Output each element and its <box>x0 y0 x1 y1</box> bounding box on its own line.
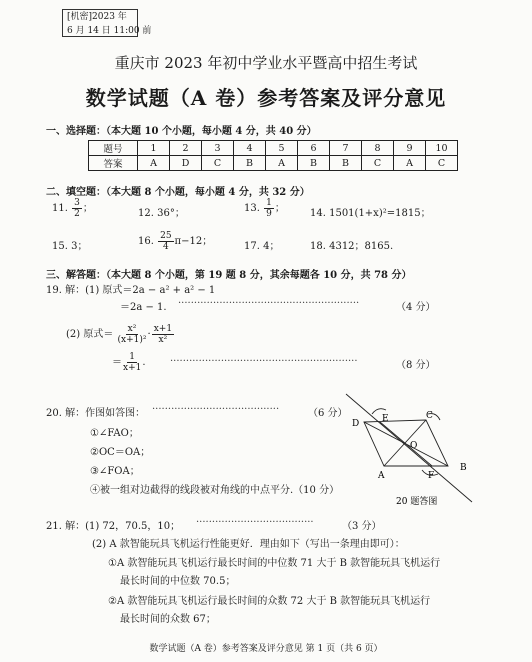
answer-q16: 16. $\frac{25}{4}$ π−12； <box>138 231 213 252</box>
section2-heading: 二、填空题：（本大题 8 个小题，每小题 4 分，共 32 分） <box>46 187 310 198</box>
q20-figure <box>342 392 478 512</box>
table-cell: B <box>330 156 362 171</box>
page-title: 数学试题（A 卷）参考答案及评分意见 <box>85 86 447 110</box>
answer-table <box>88 140 458 171</box>
table-header-label: 题号 <box>89 141 138 156</box>
table-cell: A <box>266 156 298 171</box>
q19-result1: ＝2a − 1. <box>120 302 167 313</box>
table-cell: D <box>170 156 202 171</box>
table-cell: A <box>138 156 170 171</box>
figure-caption: 20 题答图 <box>396 497 438 507</box>
stamp-line2: 6 月 14 日 11:00 前 <box>67 26 152 36</box>
table-cell: 10 <box>426 141 458 156</box>
q20-heading: 20. 解：作图如答图： <box>46 408 146 419</box>
q19-score1: （4 分） <box>396 302 436 313</box>
fraction: $\frac{\text{x²}}{\text{(x+1)²}}$ <box>117 324 147 345</box>
answer-q15: 15. 3； <box>52 241 88 252</box>
q21-reason1-line2: 最长时间的中位数 70.5； <box>120 576 236 587</box>
confidential-stamp <box>62 9 152 37</box>
table-cell: C <box>202 156 234 171</box>
table-cell: C <box>362 156 394 171</box>
answer-q18: 18. 4312；8165. <box>310 241 394 252</box>
q19-part1: 19. 解：(1) 原式＝2a − a² + a² − 1 <box>46 285 216 296</box>
q21-reason2-line1: ②A 款智能玩具飞机运行最长时间的众数 72 大于 B 款智能玩具飞机运行 <box>108 596 431 607</box>
answer-q13: 13. $\frac{1}{9}$ ； <box>244 198 285 219</box>
table-cell: 1 <box>138 141 170 156</box>
q21-reason1-line1: ①A 款智能玩具飞机运行最长时间的中位数 71 大于 B 款智能玩具飞机运行 <box>108 558 441 569</box>
point-label-o: O <box>410 441 418 451</box>
table-cell: 2 <box>170 141 202 156</box>
table-row <box>89 156 458 171</box>
table-cell: 5 <box>266 141 298 156</box>
q20-score1: （6 分） <box>308 408 348 419</box>
dotted-leader: ········································ <box>152 404 280 415</box>
fraction: $\frac{1}{9}$ <box>266 198 272 219</box>
q20-item3: ③∠FOA； <box>90 466 140 477</box>
q20-item4: ④被一组对边截得的线段被对角线的中点平分.（10 分） <box>90 485 340 496</box>
answer-q11: 11. $\frac{3}{2}$ ； <box>52 198 93 219</box>
q21-reason2-line2: 最长时间的众数 67； <box>120 614 216 625</box>
page-footer: 数学试题（A 卷）参考答案及评分意见 第 1 页（共 6 页） <box>149 644 383 654</box>
point-label-c: C <box>426 411 433 421</box>
dotted-leader: ····································· <box>196 517 314 528</box>
answer-q12: 12. 36°； <box>138 208 185 219</box>
table-cell: 6 <box>298 141 330 156</box>
table-cell: C <box>426 156 458 171</box>
q19-score2: （8 分） <box>396 360 436 371</box>
table-cell: 8 <box>362 141 394 156</box>
q20-item1: ①∠FAO； <box>90 428 139 439</box>
table-cell: B <box>234 156 266 171</box>
table-cell: 9 <box>394 141 426 156</box>
table-answer-label: 答案 <box>89 156 138 171</box>
table-cell: 3 <box>202 141 234 156</box>
construction-line <box>346 394 472 502</box>
q21-part2: (2) A 款智能玩具飞机运行性能更好．理由如下（写出一条理由即可）： <box>92 539 405 550</box>
point-label-e: E <box>382 414 389 424</box>
table-cell: A <box>394 156 426 171</box>
line-ef <box>380 422 432 466</box>
fraction: $\frac{3}{2}$ <box>74 198 80 219</box>
point-label-f: F <box>428 471 435 481</box>
point-label-d: D <box>352 419 360 429</box>
section3-heading: 三、解答题：（本大题 8 个小题，第 19 题 8 分，其余每题各 10 分，共 78 分） <box>46 270 412 281</box>
dotted-leader: ························································· <box>178 298 360 309</box>
q21-part1: 21. 解：(1) 72，70.5，10； <box>46 521 181 532</box>
table-cell: B <box>298 156 330 171</box>
table-cell: 4 <box>234 141 266 156</box>
answer-q17: 17. 4； <box>244 241 280 252</box>
fraction: $\frac{1}{x+1}$ <box>123 352 142 373</box>
exam-title: 重庆市 2023 年初中学业水平暨高中招生考试 <box>114 54 418 72</box>
fraction: $\frac{25}{4}$ <box>160 231 172 252</box>
section1-heading: 一、选择题：（本大题 10 个小题，每小题 4 分，共 40 分） <box>46 126 317 137</box>
point-label-a: A <box>378 471 385 481</box>
table-row <box>89 141 458 156</box>
q21-score1: （3 分） <box>342 521 382 532</box>
q19-result2: ＝ $\frac{1}{x+1}$ . <box>112 352 146 373</box>
stamp-line1: [机密]2023 年 <box>67 12 127 22</box>
q19-part2: (2) 原式＝ $\frac{\text{x²}}{\text{(x+1)²}}$ · $\frac{x+1}{\text{x²}}$ <box>66 324 173 345</box>
q20-item2: ②OC＝OA； <box>90 447 151 458</box>
fraction: $\frac{x+1}{\text{x²}}$ <box>153 324 173 345</box>
table-cell: 7 <box>330 141 362 156</box>
answer-q14: 14. 1501(1+x)²=1815； <box>310 208 431 219</box>
dotted-leader: ··························································· <box>170 356 358 367</box>
point-label-b: B <box>460 463 467 473</box>
